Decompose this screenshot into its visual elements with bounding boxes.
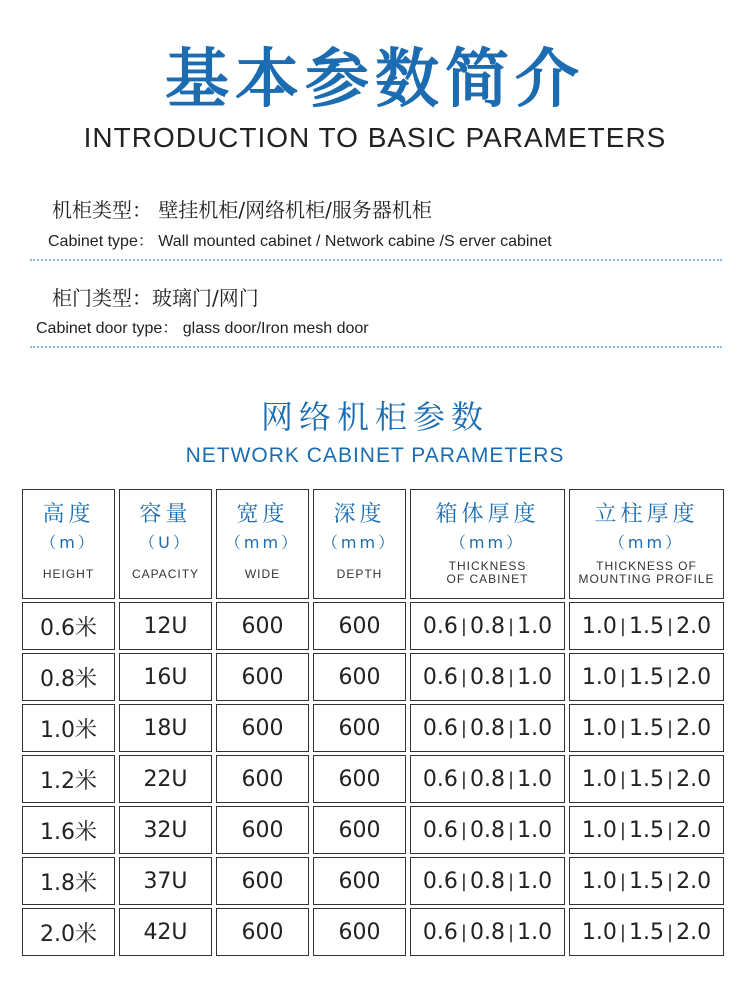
table-cell-profile <box>569 806 724 854</box>
table-header-cell <box>119 489 212 599</box>
header-label-en <box>23 568 114 581</box>
header-label-en-line1: CAPACITY <box>131 567 200 581</box>
thickness-value: 1.0 <box>581 868 617 894</box>
value-separator: | <box>508 666 515 688</box>
thickness-value: 2.0 <box>676 868 712 894</box>
value-separator: | <box>508 717 515 739</box>
divider <box>30 346 722 348</box>
thickness-value: 0.6 <box>422 715 458 741</box>
value-separator: | <box>667 666 674 688</box>
value-separator: | <box>619 666 626 688</box>
thickness-value: 0.6 <box>422 664 458 690</box>
thickness-value: 1.0 <box>581 817 617 843</box>
value-separator: | <box>667 768 674 790</box>
table-cell-cabinet <box>410 602 565 650</box>
value-separator: | <box>460 666 467 688</box>
table-cell-capacity: 16U <box>119 653 212 701</box>
thickness-value: 0.8 <box>470 715 505 741</box>
header-label-cn: 深度 <box>333 502 386 527</box>
value-separator: | <box>460 615 467 637</box>
header-label-cn: 高度 <box>42 502 95 527</box>
table-cell-capacity: 37U <box>119 857 212 905</box>
header-unit: （mm） <box>224 533 301 552</box>
thickness-value: 0.8 <box>470 766 505 792</box>
value-separator: | <box>667 921 674 943</box>
thickness-value: 0.8 <box>470 868 505 894</box>
thickness-value: 2.0 <box>676 613 712 639</box>
table-cell-cabinet <box>410 908 565 956</box>
table-cell-cabinet <box>410 806 565 854</box>
value-separator: | <box>508 615 515 637</box>
value-separator: | <box>508 768 515 790</box>
header-label-en <box>120 568 211 581</box>
table-cell-profile <box>569 653 724 701</box>
thickness-value: 1.0 <box>517 817 553 843</box>
value-separator: | <box>619 615 626 637</box>
thickness-value: 1.5 <box>629 919 664 945</box>
thickness-value: 1.5 <box>629 868 664 894</box>
thickness-value: 0.6 <box>422 613 458 639</box>
thickness-value: 0.8 <box>470 613 505 639</box>
header-label-en-line1: HEIGHT <box>42 567 95 581</box>
table-cell-wide: 600 <box>216 806 309 854</box>
header-label-cn: 箱体厚度 <box>435 502 540 527</box>
value-separator: | <box>667 717 674 739</box>
table-cell-depth: 600 <box>313 806 406 854</box>
table-cell-profile <box>569 857 724 905</box>
header-label-en <box>411 560 564 586</box>
table-header-cell <box>22 489 115 599</box>
table-cell-capacity: 22U <box>119 755 212 803</box>
parameters-table <box>22 489 728 956</box>
table-header-cell <box>569 489 724 599</box>
table-cell-capacity: 18U <box>119 704 212 752</box>
table-cell-height: 0.6米 <box>22 602 115 650</box>
header-unit: （mm） <box>449 533 526 552</box>
table-cell-height: 0.8米 <box>22 653 115 701</box>
table-cell-cabinet <box>410 704 565 752</box>
section-title: 网络机柜参数 <box>260 398 489 436</box>
table-cell-height: 2.0米 <box>22 908 115 956</box>
table-cell-depth: 600 <box>313 908 406 956</box>
thickness-value: 0.6 <box>422 766 458 792</box>
header-unit: （U） <box>139 533 192 552</box>
table-cell-capacity: 32U <box>119 806 212 854</box>
value-separator: | <box>460 819 467 841</box>
table-cell-cabinet <box>410 755 565 803</box>
header-label-en-line1: THICKNESS <box>448 559 527 573</box>
thickness-value: 2.0 <box>676 817 712 843</box>
thickness-value: 0.6 <box>422 868 458 894</box>
thickness-value: 1.5 <box>629 613 664 639</box>
thickness-value: 1.5 <box>629 715 664 741</box>
table-cell-height: 1.8米 <box>22 857 115 905</box>
table-cell-cabinet <box>410 653 565 701</box>
table-header-cell <box>410 489 565 599</box>
thickness-value: 1.5 <box>629 664 664 690</box>
thickness-value: 1.0 <box>581 766 617 792</box>
thickness-value: 0.6 <box>422 919 458 945</box>
table-cell-wide: 600 <box>216 857 309 905</box>
value-separator: | <box>619 717 626 739</box>
table-cell-wide: 600 <box>216 704 309 752</box>
thickness-value: 1.0 <box>517 613 553 639</box>
table-cell-depth: 600 <box>313 704 406 752</box>
header-label-en-line1: THICKNESS OF <box>596 559 697 573</box>
header-unit: （mm） <box>321 533 398 552</box>
thickness-value: 0.8 <box>470 919 505 945</box>
table-cell-profile <box>569 755 724 803</box>
table-cell-wide: 600 <box>216 908 309 956</box>
table-cell-profile <box>569 602 724 650</box>
value-separator: | <box>508 921 515 943</box>
thickness-value: 1.0 <box>517 919 553 945</box>
table-cell-depth: 600 <box>313 602 406 650</box>
thickness-value: 2.0 <box>676 766 712 792</box>
thickness-value: 0.8 <box>470 664 505 690</box>
value-separator: | <box>619 870 626 892</box>
thickness-value: 1.5 <box>629 766 664 792</box>
table-cell-height: 1.6米 <box>22 806 115 854</box>
thickness-value: 2.0 <box>676 919 712 945</box>
header-label-cn: 容量 <box>139 502 192 527</box>
thickness-value: 1.0 <box>517 766 553 792</box>
value-separator: | <box>508 870 515 892</box>
header-label-en-line2: OF CABINET <box>446 572 529 586</box>
page-subtitle: INTRODUCTION TO BASIC PARAMETERS <box>83 122 667 153</box>
table-cell-profile <box>569 908 724 956</box>
table-cell-cabinet <box>410 857 565 905</box>
table-header-cell <box>216 489 309 599</box>
door-type-en: Cabinet door type： glass door/Iron mesh door <box>36 320 369 337</box>
value-separator: | <box>667 819 674 841</box>
table-cell-wide: 600 <box>216 602 309 650</box>
value-separator: | <box>460 768 467 790</box>
value-separator: | <box>460 921 467 943</box>
header-label-en-line1: WIDE <box>244 567 281 581</box>
thickness-value: 2.0 <box>676 664 712 690</box>
value-separator: | <box>619 921 626 943</box>
value-separator: | <box>460 717 467 739</box>
thickness-value: 1.5 <box>629 817 664 843</box>
header-label-cn: 立柱厚度 <box>594 502 699 527</box>
thickness-value: 1.0 <box>581 919 617 945</box>
header-label-en-line1: DEPTH <box>336 567 383 581</box>
table-cell-depth: 600 <box>313 755 406 803</box>
table-cell-capacity: 42U <box>119 908 212 956</box>
thickness-value: 0.8 <box>470 817 505 843</box>
thickness-value: 1.0 <box>517 664 553 690</box>
header-unit: （mm） <box>608 533 685 552</box>
thickness-value: 1.0 <box>517 715 553 741</box>
value-separator: | <box>667 615 674 637</box>
page-title: 基本参数简介 <box>165 43 585 117</box>
value-separator: | <box>619 819 626 841</box>
header-label-en <box>570 560 723 586</box>
value-separator: | <box>619 768 626 790</box>
value-separator: | <box>667 870 674 892</box>
cabinet-type-cn: 机柜类型： 壁挂机柜/网络机柜/服务器机柜 <box>52 198 432 222</box>
divider <box>30 259 722 261</box>
cabinet-type-en: Cabinet type： Wall mounted cabinet / Network cabine /S erver cabinet <box>48 233 552 250</box>
table-cell-capacity: 12U <box>119 602 212 650</box>
table-cell-wide: 600 <box>216 755 309 803</box>
thickness-value: 1.0 <box>581 613 617 639</box>
header-unit: （m） <box>40 533 97 552</box>
value-separator: | <box>508 819 515 841</box>
value-separator: | <box>460 870 467 892</box>
header-label-en <box>217 568 308 581</box>
thickness-value: 0.6 <box>422 817 458 843</box>
table-cell-height: 1.2米 <box>22 755 115 803</box>
table-cell-height: 1.0米 <box>22 704 115 752</box>
header-label-en <box>314 568 405 581</box>
table-cell-depth: 600 <box>313 653 406 701</box>
thickness-value: 1.0 <box>581 664 617 690</box>
thickness-value: 1.0 <box>517 868 553 894</box>
thickness-value: 1.0 <box>581 715 617 741</box>
table-cell-wide: 600 <box>216 653 309 701</box>
table-cell-profile <box>569 704 724 752</box>
table-cell-depth: 600 <box>313 857 406 905</box>
header-label-cn: 宽度 <box>236 502 289 527</box>
table-header-cell <box>313 489 406 599</box>
header-label-en-line2: MOUNTING PROFILE <box>578 572 715 586</box>
door-type-cn: 柜门类型：玻璃门/网门 <box>52 286 259 310</box>
section-subtitle: NETWORK CABINET PARAMETERS <box>185 444 565 467</box>
thickness-value: 2.0 <box>676 715 712 741</box>
